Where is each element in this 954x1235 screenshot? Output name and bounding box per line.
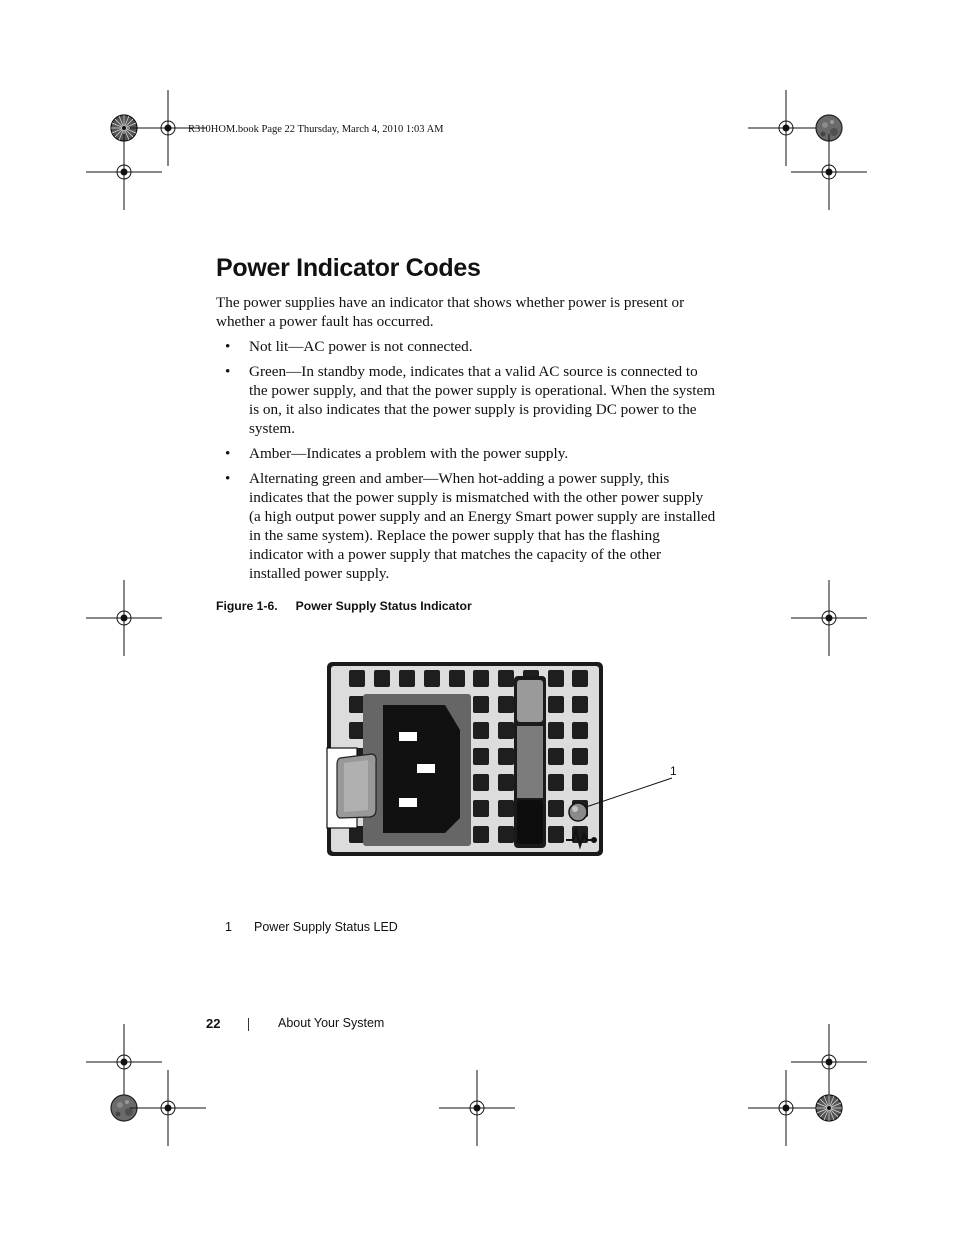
footer-section-title: About Your System	[278, 1016, 385, 1030]
vent-slot	[498, 748, 514, 765]
vent-slot	[548, 774, 564, 791]
legend-label: Power Supply Status LED	[254, 920, 398, 934]
vent-slot	[572, 774, 588, 791]
list-item: • Alternating green and amber—When hot-adding a power supply, this indicates that the power supply is mismatched with the other power supply (a high output power supply and an Energy Smart power supply are installed in the same system). Replace the power supply that has the flashing indicator with a power supply that matches the capacity of the other installed power supply.	[216, 469, 716, 583]
vent-slot	[498, 800, 514, 817]
vent-slot	[349, 696, 365, 713]
page-title: Power Indicator Codes	[216, 254, 481, 282]
vent-slot	[473, 826, 489, 843]
vent-slot	[548, 826, 564, 843]
print-header: R310HOM.book Page 22 Thursday, March 4, 2010 1:03 AM	[188, 124, 444, 135]
vent-slot	[548, 696, 564, 713]
vent-slot	[473, 696, 489, 713]
vent-slot	[572, 748, 588, 765]
figure-number: Figure 1-6.	[216, 599, 278, 613]
list-item: • Not lit—AC power is not connected.	[216, 337, 716, 356]
vent-slot	[548, 800, 564, 817]
vent-slot	[473, 748, 489, 765]
figure-title: Power Supply Status Indicator	[295, 599, 472, 613]
vent-slot	[424, 670, 440, 687]
vent-slot	[473, 800, 489, 817]
vent-slot	[498, 774, 514, 791]
vent-slot	[349, 722, 365, 739]
vent-slot	[399, 670, 415, 687]
figure-legend	[225, 920, 398, 934]
vent-slot	[374, 670, 390, 687]
power-supply-illustration	[320, 650, 700, 870]
callout-label: 1	[670, 764, 677, 778]
vent-slot	[548, 722, 564, 739]
vent-slot	[498, 670, 514, 687]
vent-slot	[473, 722, 489, 739]
vent-slot	[349, 670, 365, 687]
inlet-pin	[417, 764, 435, 773]
vent-slot	[473, 774, 489, 791]
vent-slot	[572, 696, 588, 713]
vent-slot	[449, 670, 465, 687]
page-number: 22	[206, 1016, 221, 1031]
intro-paragraph: The power supplies have an indicator that shows whether power is present or whether a power fault has occurred.	[216, 294, 685, 330]
figure-caption	[216, 599, 472, 613]
vent-slot	[548, 748, 564, 765]
list-item: • Amber—Indicates a problem with the power supply.	[216, 444, 716, 463]
footer-divider	[248, 1018, 249, 1031]
list-item: • Green—In standby mode, indicates that a valid AC source is connected to the power supply, and that the power supply is operational. When the system is on, it also indicates that the power supply is providing DC power to the system.	[216, 362, 716, 438]
vent-slot	[498, 722, 514, 739]
legend-number: 1	[225, 920, 232, 934]
vent-slot	[473, 670, 489, 687]
power-supply-figure	[320, 650, 700, 870]
inlet-pin	[399, 732, 417, 741]
inlet-pin	[399, 798, 417, 807]
vent-slot	[548, 670, 564, 687]
vent-slot	[572, 670, 588, 687]
status-led	[569, 803, 587, 821]
vent-slot	[498, 826, 514, 843]
vent-slot	[498, 696, 514, 713]
indicator-code-list	[216, 337, 716, 589]
vent-slot	[572, 722, 588, 739]
